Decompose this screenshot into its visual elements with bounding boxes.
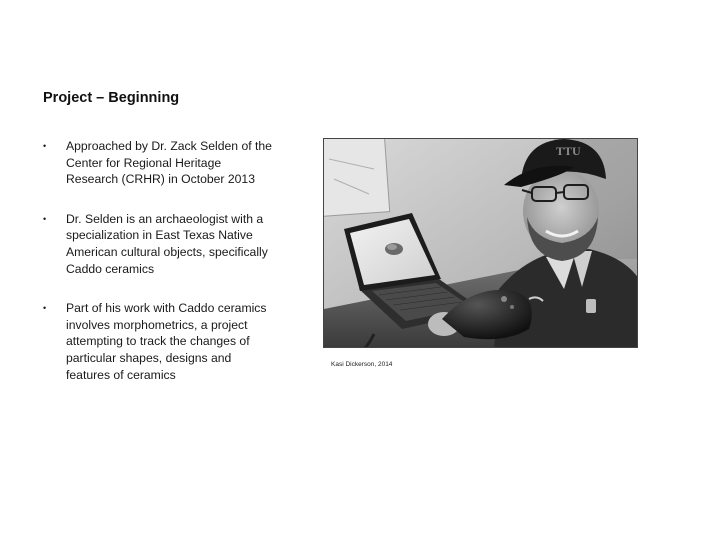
bullet-text: Dr. Selden is an archaeologist with a specialization in East Texas Native American cultural objects, specifically Caddo ceramics — [66, 211, 268, 276]
bullet-text: Part of his work with Caddo ceramics involves morphometrics, a project attempting to track the changes of particular shapes, designs and features of ceramics — [66, 301, 267, 382]
bullet-item — [43, 211, 273, 277]
bullet-item — [43, 138, 273, 188]
bullet-text: Approached by Dr. Zack Selden of the Center for Regional Heritage Research (CRHR) in October 2013 — [66, 139, 272, 187]
bullet-list — [43, 138, 273, 383]
bullet-item — [43, 300, 273, 383]
bullet-marker: • — [43, 303, 47, 314]
photo-credit: Kasi Dickerson, 2014 — [331, 361, 393, 368]
bullet-marker: • — [43, 213, 47, 224]
bullet-marker: • — [43, 141, 47, 151]
photo-man-with-laptop-and-scanner — [323, 138, 638, 348]
svg-text:TTU: TTU — [556, 144, 581, 158]
slide-title: Project – Beginning — [43, 90, 180, 106]
